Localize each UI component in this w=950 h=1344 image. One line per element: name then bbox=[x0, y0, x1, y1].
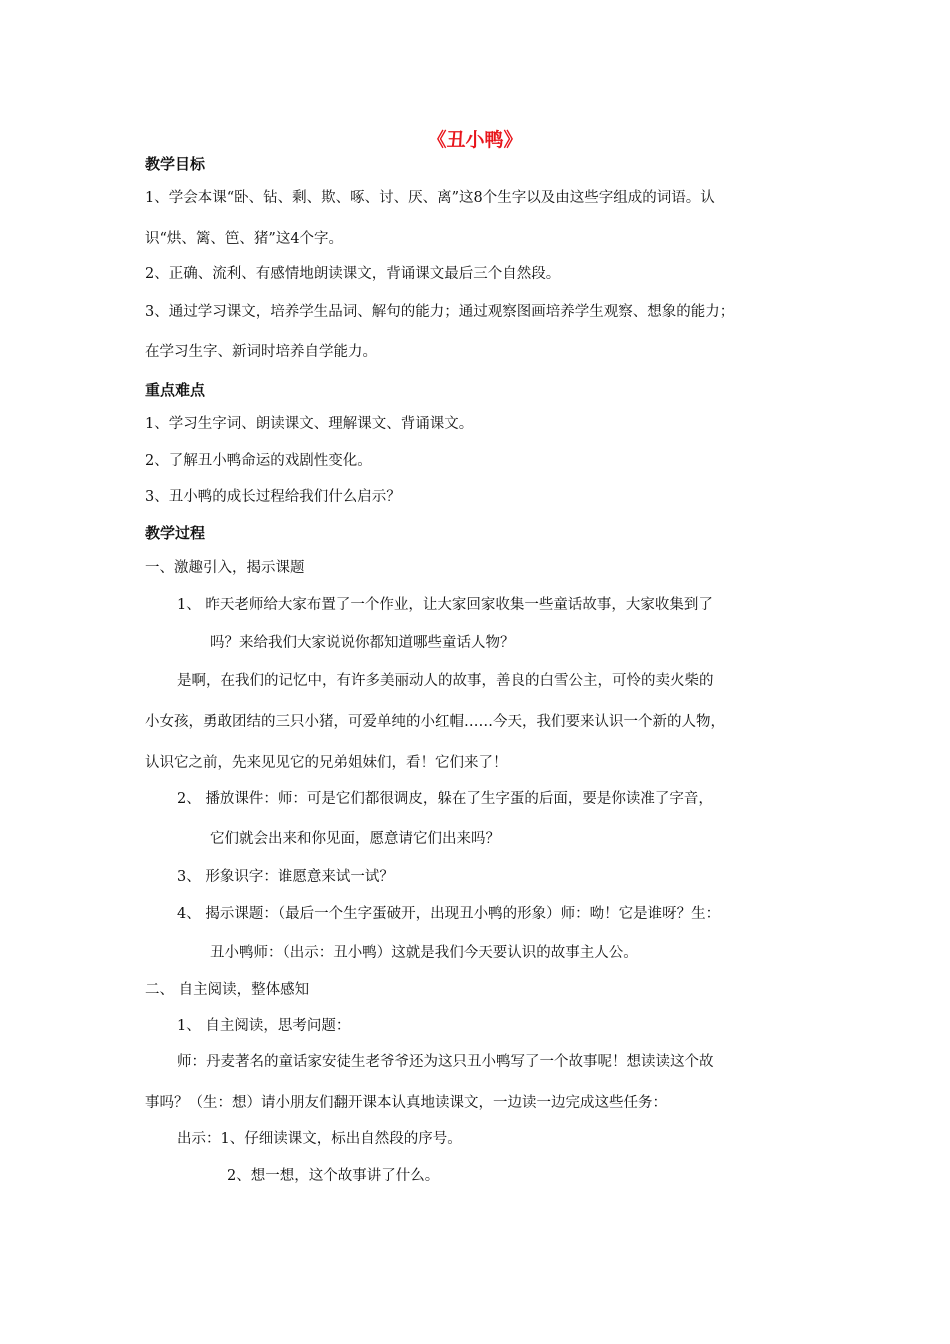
paragraph-line: 2、了解丑小鸭命运的戏剧性变化。 bbox=[145, 453, 372, 469]
heading-objectives: 教学目标 bbox=[145, 155, 206, 173]
paragraph-line: 1、学习生字词、朗读课文、理解课文、背诵课文。 bbox=[145, 416, 474, 432]
paragraph-line: 3、 形象识字：谁愿意来试一试？ bbox=[177, 869, 394, 885]
heading-key-points: 重点难点 bbox=[145, 381, 206, 399]
paragraph-line: 1、 昨天老师给大家布置了一个作业，让大家回家收集一些童话故事，大家收集到了 bbox=[177, 597, 713, 613]
section-heading-line: 二、 自主阅读，整体感知 bbox=[145, 982, 310, 998]
paragraph-line: 3、通过学习课文，培养学生品词、解句的能力；通过观察图画培养学生观察、想象的能力； bbox=[145, 304, 735, 320]
paragraph-line: 2、想一想，这个故事讲了什么。 bbox=[227, 1168, 440, 1184]
paragraph-line: 它们就会出来和你见面，愿意请它们出来吗？ bbox=[210, 831, 500, 847]
paragraph-line: 事吗？（生：想）请小朋友们翻开课本认真地读课文，一边读一边完成这些任务： bbox=[145, 1095, 667, 1111]
paragraph-line: 小女孩，勇敢团结的三只小猪，可爱单纯的小红帽……今天，我们要来认识一个新的人物， bbox=[145, 714, 725, 730]
paragraph-line: 1、 自主阅读，思考问题： bbox=[177, 1018, 351, 1034]
section-heading-line: 一、激趣引入，揭示课题 bbox=[145, 560, 305, 576]
document-title: 《丑小鸭》 bbox=[427, 129, 523, 151]
paragraph-line: 3、丑小鸭的成长过程给我们什么启示？ bbox=[145, 489, 401, 505]
paragraph-line: 是啊，在我们的记忆中，有许多美丽动人的故事，善良的白雪公主，可怜的卖火柴的 bbox=[177, 673, 714, 689]
heading-process: 教学过程 bbox=[145, 524, 206, 542]
paragraph-line: 识“烘、篱、笆、猪”这4个字。 bbox=[145, 231, 344, 247]
paragraph-line: 出示：1、仔细读课文，标出自然段的序号。 bbox=[177, 1131, 462, 1147]
paragraph-line: 在学习生字、新词时培养自学能力。 bbox=[145, 344, 377, 360]
paragraph-line: 4、 揭示课题：（最后一个生字蛋破开，出现丑小鸭的形象）师：呦！它是谁呀？生： bbox=[177, 906, 721, 922]
paragraph-line: 师：丹麦著名的童话家安徒生老爷爷还为这只丑小鸭写了一个故事呢！想读读这个故 bbox=[177, 1054, 714, 1070]
paragraph-line: 2、正确、流利、有感情地朗读课文，背诵课文最后三个自然段。 bbox=[145, 266, 561, 282]
paragraph-line: 认识它之前，先来见见它的兄弟姐妹们，看！它们来了！ bbox=[145, 755, 508, 771]
paragraph-line: 2、 播放课件：师：可是它们都很调皮，躲在了生字蛋的后面，要是你读准了字音， bbox=[177, 791, 713, 807]
paragraph-line: 吗？来给我们大家说说你都知道哪些童话人物？ bbox=[210, 635, 515, 651]
paragraph-line: 丑小鸭师：（出示：丑小鸭）这就是我们今天要认识的故事主人公。 bbox=[210, 945, 638, 961]
paragraph-line: 1、学会本课“卧、钻、剩、欺、啄、讨、厌、离”这8个生字以及由这些字组成的词语。认 bbox=[145, 190, 715, 206]
